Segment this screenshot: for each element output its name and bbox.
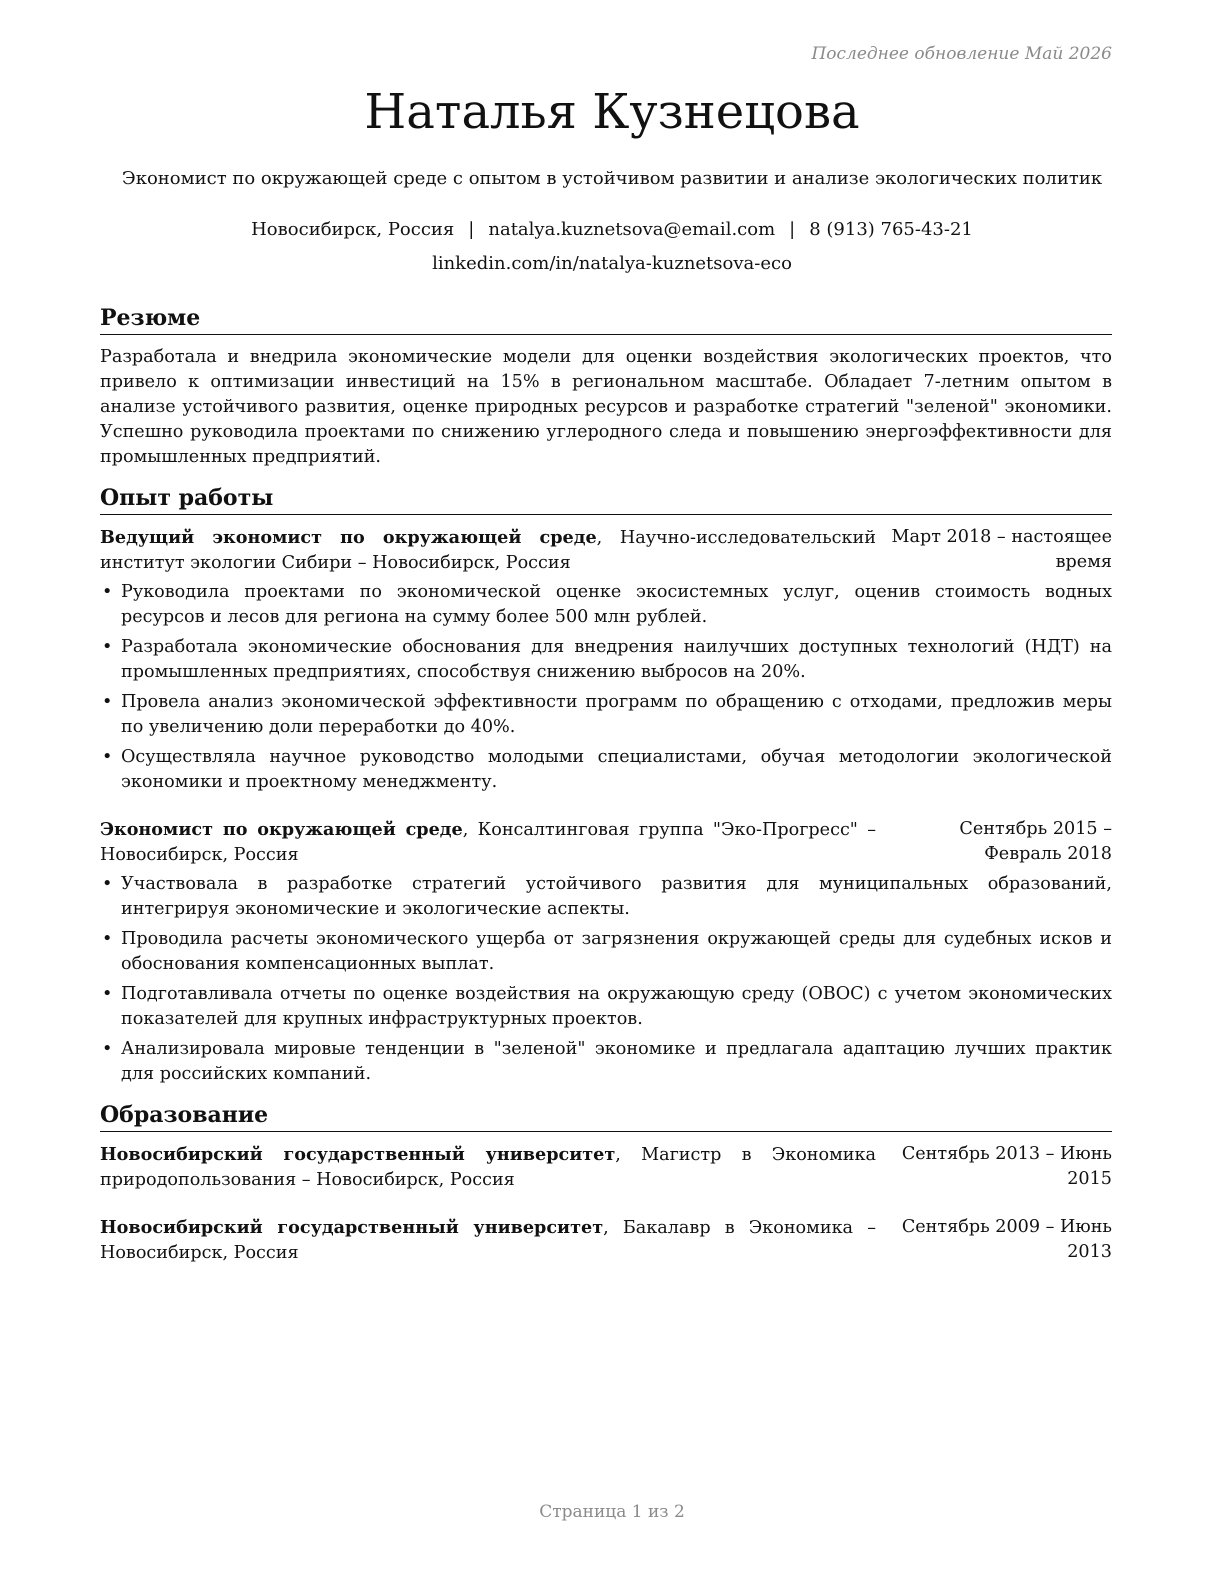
experience-section <box>100 484 1112 1087</box>
bullet-item: • Осуществляла научное руководство молодыми специалистами, обучая методологии экологической экономики и проектному менеджменту. <box>100 745 1112 795</box>
job-title: Ведущий экономист по окружающей среде <box>100 527 597 548</box>
contact-line <box>0 219 1224 240</box>
education-header <box>100 1142 1112 1193</box>
page-number: Страница 1 из 2 <box>539 1502 685 1522</box>
section-title-summary: Резюме <box>100 304 1112 335</box>
job-title-line <box>100 817 876 868</box>
education-entry <box>100 1215 1112 1266</box>
job-bullets <box>100 872 1112 1087</box>
section-title-education: Образование <box>100 1101 1112 1132</box>
degree: , Бакалавр в Экономика – Новосибирск, Россия <box>100 1218 876 1263</box>
education-dates: Сентябрь 2009 – Июнь 2013 <box>901 1217 1112 1262</box>
bullet-item: • Провела анализ экономической эффективности программ по обращению с отходами, предложив меры по увеличению доли переработки до 40%. <box>100 690 1112 740</box>
bullet-item: • Руководила проектами по экономической оценке экосистемных услуг, оценив стоимость водных ресурсов и лесов для региона на сумму более 500 млн рублей. <box>100 580 1112 630</box>
bullet-item: • Разработала экономические обоснования для внедрения наилучших доступных технологий (НДТ) на промышленных предприятиях, способствуя снижению выбросов на 20%. <box>100 635 1112 685</box>
education-header <box>100 1215 1112 1266</box>
education-dates: Сентябрь 2013 – Июнь 2015 <box>901 1144 1112 1189</box>
degree: , Магистр в Экономика природопользования – Новосибирск, Россия <box>100 1145 876 1190</box>
separator: | <box>468 219 475 240</box>
job-header <box>100 525 1112 576</box>
email[interactable]: natalya.kuznetsova@email.com <box>488 219 776 240</box>
bullet-item: • Анализировала мировые тенденции в "зеленой" экономике и предлагала адаптацию лучших практик для российских компаний. <box>100 1037 1112 1087</box>
job-entry <box>100 817 1112 1087</box>
candidate-name: Наталья Кузнецова <box>364 84 860 140</box>
job-header <box>100 817 1112 868</box>
location: Новосибирск, Россия <box>251 219 455 240</box>
resume-body <box>100 304 1112 1288</box>
bullet-item: • Участвовала в разработке стратегий устойчивого развития для муниципальных образований, интегрируя экономические и экологические аспекты. <box>100 872 1112 922</box>
school-name: Новосибирский государственный университет <box>100 1217 604 1238</box>
phone: 8 (913) 765-43-21 <box>809 219 973 240</box>
job-title-line <box>100 525 876 576</box>
separator: | <box>789 219 796 240</box>
bullet-item: • Проводила расчеты экономического ущерба от загрязнения окружающей среды для судебных исков и обоснования компенсационных выплат. <box>100 927 1112 977</box>
job-title: Экономист по окружающей среде <box>100 819 463 840</box>
education-title-line <box>100 1215 876 1266</box>
bullet-item: • Подготавливала отчеты по оценке воздействия на окружающую среду (ОВОС) с учетом экономических показателей для крупных инфраструктурных проектов. <box>100 982 1112 1032</box>
job-organization: , Консалтинговая группа "Эко-Прогресс" – Новосибирск, Россия <box>100 820 876 865</box>
education-entry <box>100 1142 1112 1193</box>
summary-text: Разработала и внедрила экономические модели для оценки воздействия экологических проектов, что привело к оптимизации инвестиций на 15% в региональном масштабе. Обладает 7-летним опытом в анализе устойчивого развития, оценке природных ресурсов и разработке стратегий "зеленой" экономики. Успешно руководила проектами по снижению углеродного следа и повышению энергоэффективности для промышленных предприятий. <box>100 347 1112 467</box>
job-organization: , Научно-исследовательский институт экологии Сибири – Новосибирск, Россия <box>100 528 876 573</box>
job-entry <box>100 525 1112 795</box>
linkedin-link[interactable]: linkedin.com/in/natalya-kuznetsova-eco <box>432 253 792 274</box>
job-bullets <box>100 580 1112 795</box>
tagline: Экономист по окружающей среде с опытом в устойчивом развитии и анализе экологических политик <box>121 168 1103 189</box>
section-title-experience: Опыт работы <box>100 484 1112 515</box>
education-section <box>100 1101 1112 1266</box>
last-updated: Последнее обновление Май 2026 <box>811 44 1112 64</box>
job-dates: Март 2018 – настоящее время <box>891 527 1112 572</box>
education-title-line <box>100 1142 876 1193</box>
summary-section <box>100 304 1112 470</box>
job-dates: Сентябрь 2015 – Февраль 2018 <box>959 819 1112 864</box>
school-name: Новосибирский государственный университет <box>100 1144 616 1165</box>
